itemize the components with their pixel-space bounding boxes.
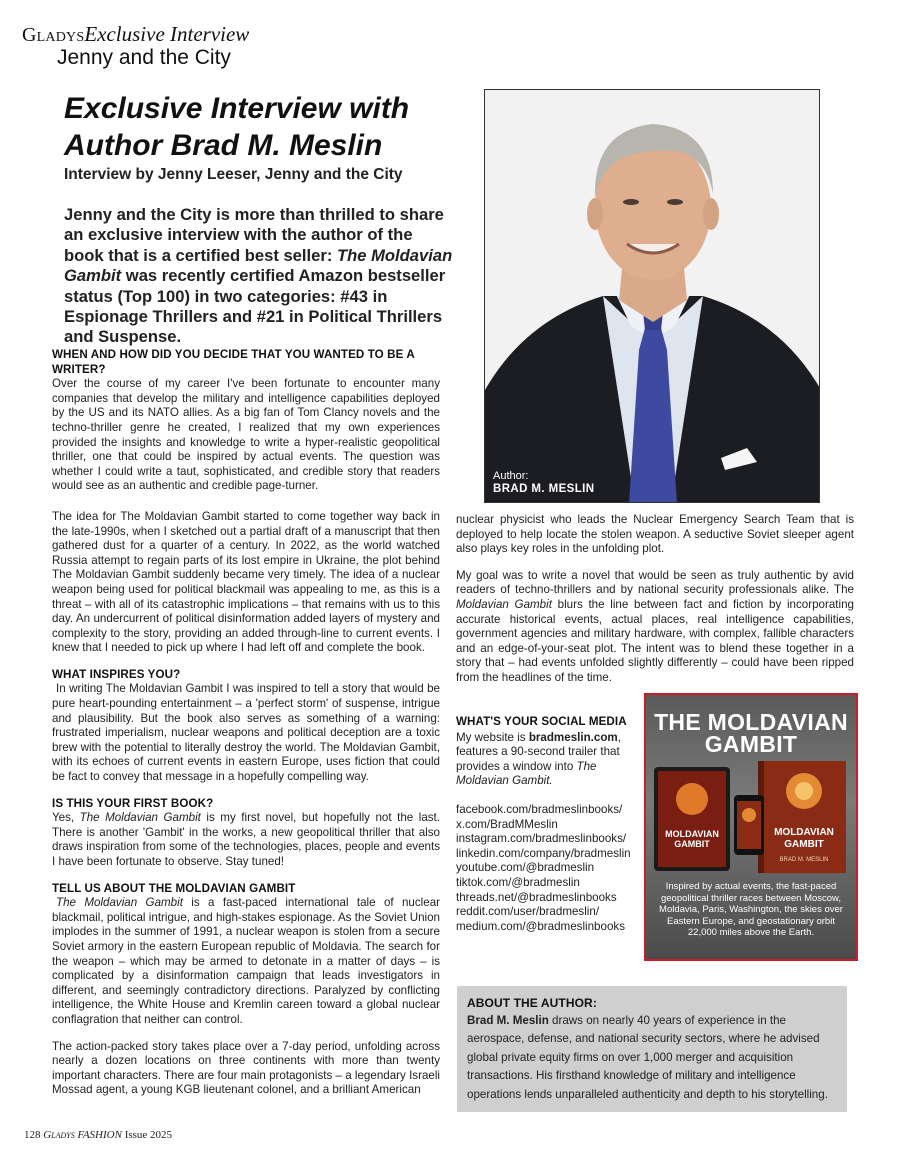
social-link-tiktok[interactable]: tiktok.com/@bradmeslin xyxy=(456,875,580,889)
footer-fashion: FASHION xyxy=(77,1129,122,1141)
book-cover-title-2: GAMBIT xyxy=(784,839,824,850)
book-promo-title-line2: GAMBIT xyxy=(704,731,798,757)
social-link-facebook[interactable]: facebook.com/bradmeslinbooks/ xyxy=(456,802,623,816)
left-column xyxy=(52,348,440,1110)
book-promo-blurb: Inspired by actual events, the fast-paced geopolitical thriller races between Moscow, Moldavia, Paris, Washington, the skies over Eastern Europe, and geostationary orbit 22,000 miles above the Earth. xyxy=(659,881,843,938)
social-link-medium[interactable]: medium.com/@bradmeslinbooks xyxy=(456,919,625,933)
social-links-list xyxy=(456,803,642,934)
social-link-youtube[interactable]: youtube.com/@bradmeslin xyxy=(456,861,595,875)
right-column xyxy=(456,513,854,698)
magazine-brand xyxy=(22,24,249,45)
question-heading: WHAT INSPIRES YOU? xyxy=(52,667,181,681)
social-link-threads[interactable]: threads.net/@bradmeslinbooks xyxy=(456,890,617,904)
website-text: , features a 90-second trailer that provides a window into xyxy=(456,730,621,773)
article-intro xyxy=(64,205,456,348)
brand-name: Gladys xyxy=(22,24,85,46)
social-link-reddit[interactable]: reddit.com/user/bradmeslin/ xyxy=(456,905,600,919)
answer-paragraph: Over the course of my career I've been fortunate to encounter many companies that develop the military and intelligence capabilities deployed by the US and its NATO allies. As a big fan of Tom Clancy novels and the techno-thriller genre he created, I realized that my own experiences provided the insights and knowledge to write a hyper-realistic geopolitical thriller, one that could be inspired by actual events. The question was whether I could write a taut, sophisticated, and credible story that readers would see as an authentic and credible page-turner. xyxy=(52,377,440,493)
social-link-instagram[interactable]: instagram.com/bradmeslinbooks/ xyxy=(456,832,627,846)
about-text xyxy=(467,1012,837,1104)
intro-text-2: was recently certified Amazon bestseller status (Top 100) in two categories: #43 in Espionage Thrillers and #21 in Political Thrillers and Suspense. xyxy=(64,266,446,347)
about-author-box xyxy=(457,986,847,1112)
question-heading: WHAT'S YOUR SOCIAL MEDIA xyxy=(456,715,627,728)
article-title: Exclusive Interview with Author Brad M. Meslin xyxy=(64,92,410,162)
tablet-cover-title-1: MOLDAVIAN xyxy=(665,829,719,839)
website-paragraph xyxy=(456,731,642,789)
book-title: The Moldavian Gambit. xyxy=(456,759,597,788)
question-heading: TELL US ABOUT THE MOLDAVIAN GAMBIT xyxy=(52,881,296,895)
caption-label: Author: xyxy=(493,470,529,483)
social-media-section xyxy=(456,715,642,934)
book-promo-title-line1: THE MOLDAVIAN xyxy=(654,709,848,735)
social-link-x[interactable]: x.com/BradMMeslin xyxy=(456,817,558,831)
photo-caption xyxy=(493,470,594,496)
masthead xyxy=(22,24,249,69)
book-promo-image xyxy=(644,693,858,961)
page-number: 128 xyxy=(24,1129,41,1141)
answer-paragraph: The action-packed story takes place over a 7-day period, unfolding across nearly a dozen locations on three continents with more than twenty important characters. There are four main protagonists – a legendary Israeli Mossad agent, a young KGB lieutenant colonel, and a brilliant American xyxy=(52,1039,440,1097)
book-title: The Moldavian Gambit xyxy=(56,896,183,910)
intro-text-1: Jenny and the City is more than thrilled to share an exclusive interview with the author of the book that is a certified best seller: xyxy=(64,205,444,265)
brand-subtitle: Exclusive Interview xyxy=(84,22,250,46)
answer-paragraph xyxy=(52,896,440,1027)
social-link-linkedin[interactable]: linkedin.com/company/bradmeslin xyxy=(456,846,631,860)
footer-issue: Issue 2025 xyxy=(124,1129,173,1141)
answer-text: is a fast-paced international tale of nuclear blackmail, political intrigue, and high-stakes espionage. As the Soviet Union implodes in the summer of 1991, a nuclear weapon is stolen from a secure Soviet armory in the eastern European republic of Moldavia. The search for the weapon – which may be armed to detonate in a matter of days – is complicated by a disinformation campaign that leads investigators in different, and seemingly contradictory directions. Paralyzed by conflicting intelligence, the White House and Kremlin careen toward a global nuclear conflagration that neither can control. xyxy=(52,896,441,1026)
answer-paragraph xyxy=(456,569,854,686)
book-title: The Moldavian Gambit xyxy=(79,811,201,825)
question-heading: IS THIS YOUR FIRST BOOK? xyxy=(52,796,214,810)
author-portrait-image xyxy=(485,90,820,503)
answer-text: blurs the line between fact and fiction by incorporating accurate historical events, actual places, real intelligence capabilities, government agencies and military hardware, with complex, fallible characters and an edge-of-your-seat plot. The intent was to blend these together in a story that – had events unfolded slightly differently – could have been ripped from the headlines of the time. xyxy=(456,597,854,684)
section-name: Jenny and the City xyxy=(57,46,231,69)
answer-text: My goal was to write a novel that would be seen as truly authentic by avid readers of techno-thrillers and by national security professionals alike. The xyxy=(456,568,854,597)
answer-paragraph: nuclear physicist who leads the Nuclear Emergency Search Team that is deployed to help locate the stolen weapon. A seductive Soviet sleeper agent also plays key roles in the unfolding plot. xyxy=(456,513,854,556)
about-author-name: Brad M. Meslin xyxy=(467,1014,549,1027)
footer-brand: Gladys xyxy=(43,1129,75,1141)
author-photo xyxy=(484,89,820,503)
intro-book-title: The Moldavian Gambit xyxy=(64,245,453,286)
website-text: My website is xyxy=(456,730,529,744)
answer-text: Yes, xyxy=(52,811,80,825)
question-heading: WHEN AND HOW DID YOU DECIDE THAT YOU WANTED TO BE A WRITER? xyxy=(52,348,415,376)
about-heading: ABOUT THE AUTHOR: xyxy=(467,996,597,1010)
about-body: draws on nearly 40 years of experience in the aerospace, defense, and national security sectors, where he advised global private equity firms on over 1,000 merger and acquisition transactions. His firsthand knowledge of military and intelligence operations lends unparalleled authenticity and depth to his storytelling. xyxy=(467,1014,828,1101)
book-cover-title-1: MOLDAVIAN xyxy=(774,827,834,838)
tablet-cover-title-2: GAMBIT xyxy=(674,839,710,849)
book-title: Moldavian Gambit xyxy=(456,597,552,611)
website-link[interactable]: bradmeslin.com xyxy=(528,730,618,744)
page-footer xyxy=(24,1129,172,1141)
caption-name: BRAD M. MESLIN xyxy=(493,482,595,495)
answer-paragraph: The idea for The Moldavian Gambit started to come together way back in the late-1990s, when I sketched out a partial draft of a manuscript that then gathered dust for a quarter of a century. In 2022, as the world watched Russia attempt to regain parts of its lost empire in Ukraine, the plot behind The Moldavian Gambit suddenly became very timely. The idea of a nuclear weapon being used for political blackmail was appealing to me, as this is a threat – with all of its catastrophic implications – that remains with us to this day. An undercurrent of political disinformation added layers of mystery and complexity to the story, providing an added through-line to current events. I knew that I needed to pick up where I had left off and complete the book. xyxy=(52,509,440,655)
answer-paragraph: In writing The Moldavian Gambit I was inspired to tell a story that would be pure heart-pounding entertainment – a 'perfect storm' of suspense, intrigue and plausibility. But the book also serves as something of a warning: frustrated imperialism, nuclear weapons and political deception are a toxic brew with the potential to literally destroy the world. The Moldavian Gambit, with its echoes of current events in eastern Europe, uses fiction that could be fact to convey that message in a hopefully compelling way. xyxy=(52,682,440,784)
answer-paragraph xyxy=(52,811,440,869)
answer-text: is my first novel, but hopefully not the last. There is another 'Gambit' in the works, a new geopolitical thriller that also draws inspiration from some of the technologies, places, people and events I have been fortunate to observe. Stay tuned! xyxy=(52,811,441,868)
book-cover-author: BRAD M. MESLIN xyxy=(779,857,829,863)
article-byline: Interview by Jenny Leeser, Jenny and the City xyxy=(64,166,403,183)
